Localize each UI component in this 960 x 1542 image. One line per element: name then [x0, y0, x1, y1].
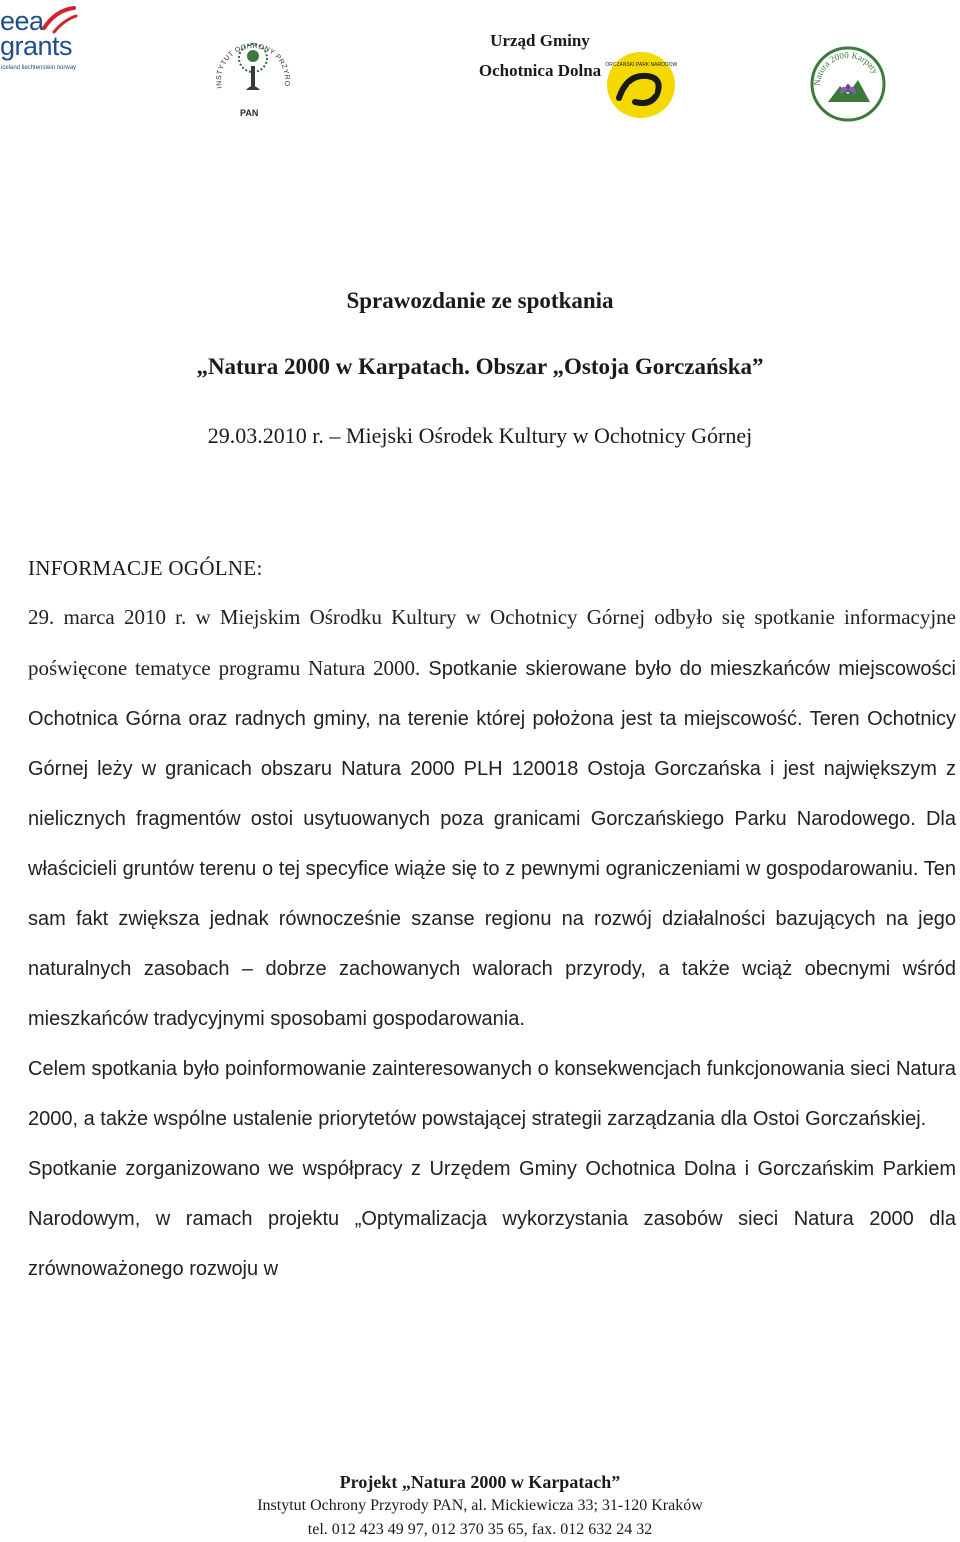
eea-logo-line1: eea [0, 6, 44, 36]
pan-label: PAN [240, 108, 259, 118]
body-text [28, 592, 956, 1294]
natura-2000-logo [810, 46, 886, 122]
eea-swoosh-icon [40, 6, 80, 36]
footer-contact: tel. 012 423 49 97, 012 370 35 65, fax. 012 632 24 32 [307, 1521, 653, 1538]
salamander-emblem-icon [605, 50, 677, 120]
paragraph-1-rest: Spotkanie skierowane było do mieszkańców miejscowości Ochotnica Górna oraz radnych gminy, na terenie której położona jest ta miejscowość. Teren Ochotnicy Górnej leży w granicach obszaru Natura 2000 PLH 120018 Ostoja Gorczańska i jest największym z nielicznych fragmentów ostoi usytuowanych poza granicami Gorczańskiego Parku Narodowego. Dla właścicieli gruntów terenu o tej specyfice wiąże się to z pewnymi ograniczeniami w gospodarowaniu. Ten sam fakt zwiększa jednak równocześnie szanse regionu na rozwój działalności bazujących na jego naturalnych zasobach – dobrze zachowanych walorach przyrody, a także wciąż obecnymi wśród mieszkańców tradycyjnymi sposobami gospodarowania. [28, 658, 957, 1030]
footer-address: Instytut Ochrony Przyrody PAN, al. Mickiewicza 33; 31-120 Kraków [257, 1497, 703, 1514]
page-footer [0, 1470, 960, 1542]
section-heading: INFORMACJE OGÓLNE: [28, 556, 263, 580]
paragraph-1 [28, 592, 956, 1044]
paragraph-3: Spotkanie zorganizowano we współpracy z Urzędem Gminy Ochotnica Dolna i Gorczańskim Parkiem Narodowym, w ramach projektu „Optymalizacja wykorzystania zasobów sieci Natura 2000 dla zrównoważonego rozwoju w [28, 1158, 956, 1280]
iop-pan-logo [214, 28, 292, 124]
report-date-location: 29.03.2010 r. – Miejski Ośrodek Kultury w Ochotnicy Górnej [207, 423, 753, 448]
natura-flower-icon [810, 46, 886, 122]
eea-logo-line2: grants [0, 31, 73, 61]
natura-ring-text: Natura 2000 Karpaty [811, 49, 881, 87]
eea-logo-line3: iceland liechtenstein norway [1, 65, 77, 71]
organization-line1: Urząd Gminy [490, 31, 590, 50]
tree-emblem-icon [214, 28, 292, 108]
paragraph-2: Celem spotkania było poinformowanie zainteresowanych o konsekwencjach funkcjonowania sieci Natura 2000, a także wspólne ustalenie priorytetów powstającej strategii zarządzania dla Ostoi Gorczańskiej. [28, 1058, 956, 1130]
iop-ring-text: INSTYTUT OCHRONY PRZYRO [215, 42, 291, 90]
report-subtitle: „Natura 2000 w Karpatach. Obszar „Ostoja Gorczańska” [196, 354, 764, 379]
footer-project: Projekt „Natura 2000 w Karpatach” [339, 1472, 621, 1492]
lead-sentence: 29. marca 2010 r. w Miejskim Ośrodku Kultury w Ochotnicy Górnej odbyło się spotkanie informacyjne poświęcone tematyce programu Natura 2000. [28, 605, 956, 680]
gpn-logo [605, 50, 677, 120]
gpn-ring-text: GORCZAŃSKI PARK NARODOWY [605, 62, 677, 68]
eea-grants-logo [0, 6, 86, 76]
report-title: Sprawozdanie ze spotkania [346, 288, 614, 313]
organization-line2: Ochotnica Dolna [478, 61, 602, 80]
